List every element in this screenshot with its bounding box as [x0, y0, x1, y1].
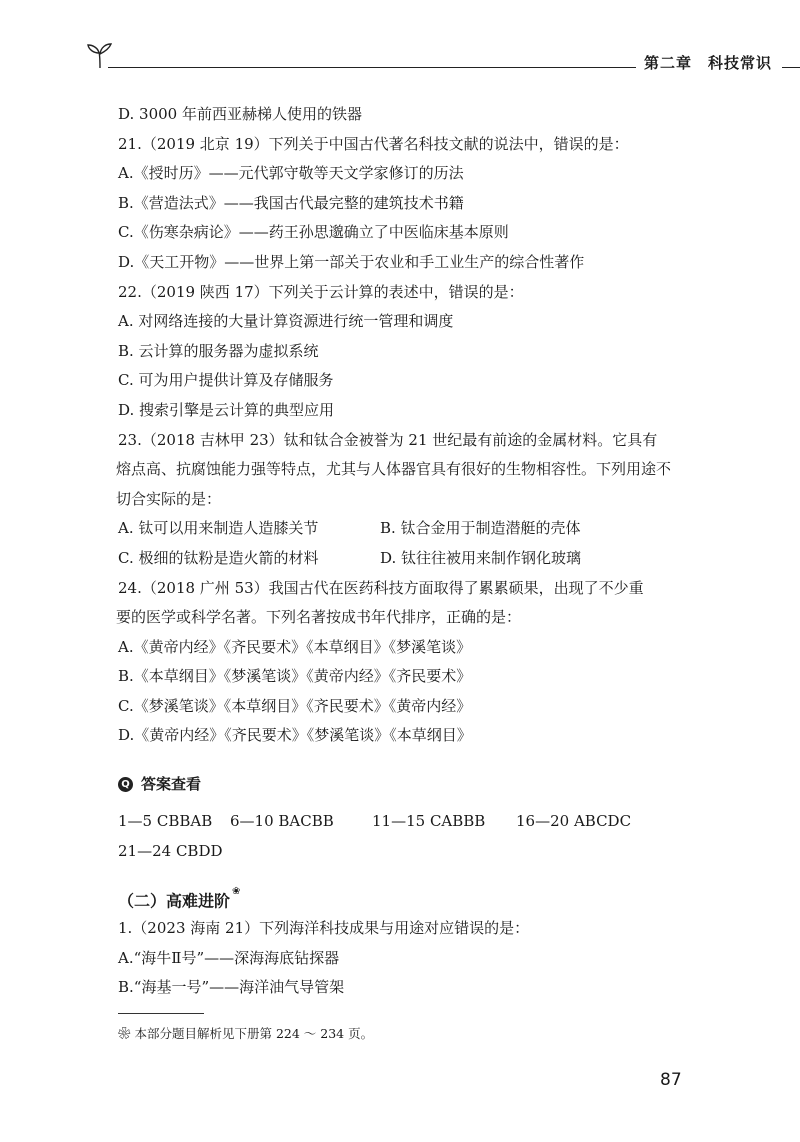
q21-option-a: A.《授时历》——元代郭守敬等天文学家修订的历法: [118, 164, 464, 183]
q23-options-row2: [118, 544, 698, 574]
answer-21-24: 21—24 CBDD: [118, 841, 223, 860]
q21-option-d: D.《天工开物》——世界上第一部关于农业和手工业生产的综合性著作: [118, 252, 585, 271]
sprout-icon: [86, 40, 114, 70]
running-header: [86, 40, 773, 76]
answer-1-5: 1—5 CBBAB: [118, 812, 213, 831]
page-number: 87: [660, 1070, 682, 1090]
q21-stem: 21.（2019 北京 19）下列关于中国古代著名科技文献的说法中，错误的是：: [118, 134, 629, 153]
q23-option-b: B. 钛合金用于制造潜艇的壳体: [380, 519, 581, 538]
q23-stem-line3: 切合实际的是：: [116, 489, 222, 508]
adv-q1-option-a: A.“海牛Ⅱ号”——深海海底钻探器: [118, 948, 340, 967]
answer-16-20: 16—20 ABCDC: [516, 812, 632, 831]
magnifier-icon: Q: [118, 777, 133, 792]
chapter-heading: [644, 52, 772, 73]
footnote-rule: [118, 1013, 204, 1014]
q24-option-d: D.《黄帝内经》《齐民要术》《梦溪笔谈》《本草纲目》: [118, 726, 472, 745]
footnote: ❀ 本部分题目解析见下册第 224 ～ 234 页。: [118, 1026, 374, 1041]
q24-option-a: A.《黄帝内经》《齐民要术》《本草纲目》《梦溪笔谈》: [118, 637, 472, 656]
answer-11-15: 11—15 CABBB: [372, 812, 486, 831]
flower-mark-icon: ❀: [232, 886, 241, 898]
header-rule-left: [108, 67, 636, 68]
advanced-section-heading: [118, 882, 698, 914]
chapter-label: 第二章: [644, 54, 693, 72]
chapter-title: 科技常识: [708, 54, 773, 72]
q21-option-c: C.《伤寒杂病论》——药王孙思邈确立了中医临床基本原则: [118, 223, 509, 242]
q22-option-a: A. 对网络连接的大量计算资源进行统一管理和调度: [118, 312, 454, 331]
q24-stem-line2: 要的医学或科学名著。下列名著按成书年代排序，正确的是：: [116, 608, 522, 627]
q22-stem: 22.（2019 陕西 17）下列关于云计算的表述中，错误的是：: [118, 282, 524, 301]
q23-option-a: A. 钛可以用来制造人造膝关节: [118, 519, 319, 538]
q22-option-d: D. 搜索引擎是云计算的典型应用: [118, 400, 335, 419]
answer-heading-text: 答案查看: [141, 775, 202, 794]
q23-option-c: C. 极细的钛粉是造火箭的材料: [118, 548, 319, 567]
q24-stem-line1: 24.（2018 广州 53）我国古代在医药科技方面取得了累累硕果，出现了不少重: [118, 578, 644, 597]
q20-option-d: D. 3000 年前西亚赫梯人使用的铁器: [118, 105, 362, 123]
advanced-heading-text: （二）高难进阶: [118, 891, 231, 911]
q22-option-c: C. 可为用户提供计算及存储服务: [118, 371, 334, 390]
answer-row: [118, 807, 698, 837]
q23-stem-line1: 23.（2018 吉林甲 23）钛和钛合金被誉为 21 世纪最有前途的金属材料。它具有: [118, 430, 658, 449]
adv-q1-stem: 1.（2023 海南 21）下列海洋科技成果与用途对应错误的是：: [118, 919, 530, 938]
answer-6-10: 6—10 BACBB: [230, 812, 334, 831]
adv-q1-option-b: B.“海基一号”——海洋油气导管架: [118, 978, 345, 997]
q23-options-row1: [118, 514, 698, 544]
page-body: [118, 100, 698, 1003]
q21-option-b: B.《营造法式》——我国古代最完整的建筑技术书籍: [118, 193, 464, 212]
q24-option-c: C.《梦溪笔谈》《本草纲目》《齐民要术》《黄帝内经》: [118, 696, 472, 715]
q23-option-d: D. 钛往往被用来制作钢化玻璃: [380, 548, 582, 567]
answer-section-heading: [118, 769, 698, 799]
q23-stem-line2: 熔点高、抗腐蚀能力强等特点，尤其与人体器官具有很好的生物相容性。下列用途不: [116, 460, 672, 479]
q22-option-b: B. 云计算的服务器为虚拟系统: [118, 341, 319, 360]
q24-option-b: B.《本草纲目》《梦溪笔谈》《黄帝内经》《齐民要术》: [118, 667, 472, 686]
header-rule-right: [782, 67, 800, 68]
answer-row: [118, 837, 698, 867]
answer-key: [118, 807, 698, 866]
